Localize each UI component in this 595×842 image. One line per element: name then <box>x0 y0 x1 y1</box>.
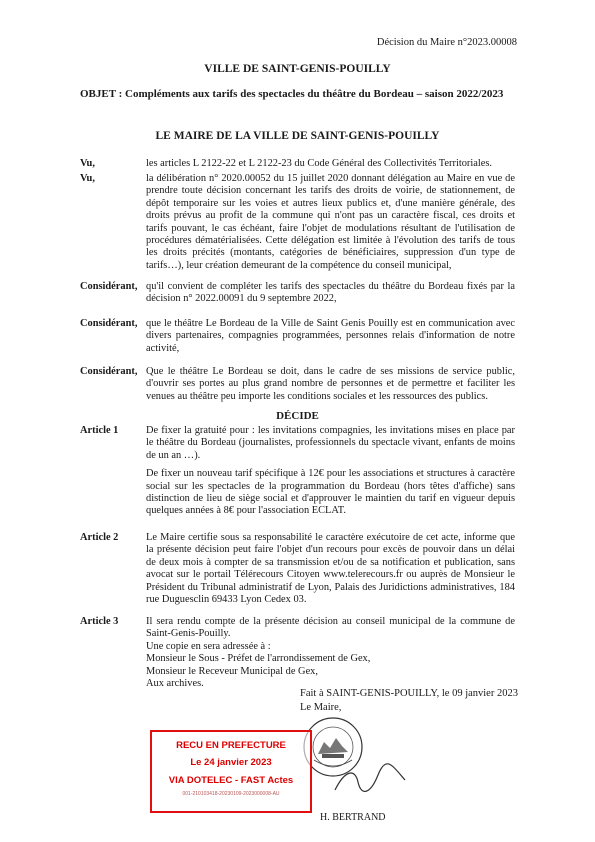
preamble-text: la délibération n° 2020.00052 du 15 juillet 2020 donnant délégation au Maire en vue de prendre toute décision concernant les tarifs des droits de voirie, de stationnement, de dépôt temporaire sur les voies et autres lieux publics et, d'une manière générale, des droits prévus au profit de la commune qui n'ont pas un caractère fiscal, ces droits et tarifs pouvant, le cas échéant, faire l'objet de modulations résultant de l'utilisation de procédures dématérialisées. Cette délégation est limitée à l'évolution des tarifs de tous les droits précités (montants, catégories de bénéficiaires, suppression d'un type de tarifs…), leur création demeurant de la compétence du conseil municipal, <box>146 173 515 271</box>
preamble-item <box>80 158 515 170</box>
preamble-label: Considérant, <box>80 318 138 329</box>
article-paragraph: Il sera rendu compte de la présente décision au conseil municipal de la commune de Saint-Genis-Pouilly. <box>146 616 515 640</box>
article-2 <box>80 532 515 612</box>
article-label: Article 1 <box>80 425 119 436</box>
article-label: Article 2 <box>80 532 119 543</box>
preamble-text: qu'il convient de compléter les tarifs des spectacles du théâtre du Bordeau fixés par la décision n° 2022.00091 du 9 septembre 2022, <box>146 281 515 305</box>
article-label: Article 3 <box>80 616 119 627</box>
article-paragraph: De fixer un nouveau tarif spécifique à 12€ pour les associations et structures à caractère social sur les spectacles de la programmation du Bordeau (hors têtes d'affiche) sans distinction de lieu de siège social et d'approuver le maintien du tarif en vigueur depuis quelques années à 8€ pour l'association ECLAT. <box>146 468 515 517</box>
stamp-date: Le 24 janvier 2023 <box>190 757 272 768</box>
signatory-role: Le Maire, <box>300 702 342 713</box>
article-paragraph: Une copie en sera adressée à : <box>146 640 271 652</box>
preamble-label: Vu, <box>80 158 95 169</box>
place-date: Fait à SAINT-GENIS-POUILLY, le 09 janvier 2023 <box>300 688 518 699</box>
article-paragraph: De fixer la gratuité pour : les invitations compagnies, les invitations mises en place par le théâtre du Bordeau (journalistes, professionnels du spectacle vivant, enfants de moins de un an …). <box>146 425 515 461</box>
article-1 <box>80 425 515 524</box>
preamble-item <box>80 281 515 306</box>
preamble-item <box>80 173 515 272</box>
preamble-text: que le théâtre Le Bordeau de la Ville de Saint Genis Pouilly est en communication avec divers partenaires, compagnies programmées, personnes relais d'information de notre activité, <box>146 318 515 354</box>
handwritten-signature <box>330 760 410 800</box>
preamble-item <box>80 318 515 355</box>
decision-reference: Décision du Maire n°2023.00008 <box>376 37 517 48</box>
mayor-heading: LE MAIRE DE LA VILLE DE SAINT-GENIS-POUILLY <box>155 130 440 142</box>
objet-title: OBJET : Compléments aux tarifs des spectacles du théâtre du Bordeau – saison 2022/2023 <box>80 88 504 100</box>
article-paragraph: Monsieur le Sous - Préfet de l'arrondissement de Gex, <box>146 653 371 665</box>
preamble-label: Considérant, <box>80 281 138 292</box>
decide-heading: DÉCIDE <box>276 410 319 422</box>
stamp-line: VIA DOTELEC - FAST Actes <box>168 775 294 786</box>
article-paragraph: Monsieur le Receveur Municipal de Gex, <box>146 665 318 677</box>
preamble-text: Que le théâtre Le Bordeau se doit, dans le cadre de ses missions de service public, d'ouvrir ses portes au plus grand nombre de personnes et de permettre et faciliter les venues au théâtre peu importe les conditions sociales et les ressources des publics. <box>146 366 515 402</box>
signatory-name: H. BERTRAND <box>320 812 386 823</box>
preamble-label: Vu, <box>80 173 95 184</box>
preamble-item <box>80 366 515 403</box>
preamble-label: Considérant, <box>80 366 138 377</box>
stamp-line: RECU EN PREFECTURE <box>176 740 286 751</box>
article-paragraph: Le Maire certifie sous sa responsabilité le caractère exécutoire de cet acte, informe que la présente décision peut faire l'objet d'un recours pour excès de pouvoir dans un délai de deux mois à compter de sa transmission et/ou de sa notification et publication, sans avocat sur le portail Télérecours Citoyen www.telerecours.fr ou auprès de Monsieur le Président du Tribunal administratif de Lyon, Palais des Juridictions administratives, 184 rue Duguesclin 69433 Lyon Cedex 03. <box>146 532 515 606</box>
article-3 <box>80 616 515 690</box>
prefecture-stamp <box>150 730 312 813</box>
preamble-text: les articles L 2122-22 et L 2122-23 du Code Général des Collectivités Territoriales. <box>146 158 493 169</box>
stamp-id: 001-210103418-20230109-2023000008-AU <box>182 791 280 797</box>
city-heading: VILLE DE SAINT-GENIS-POUILLY <box>204 63 391 75</box>
article-paragraph: Aux archives. <box>146 678 204 690</box>
